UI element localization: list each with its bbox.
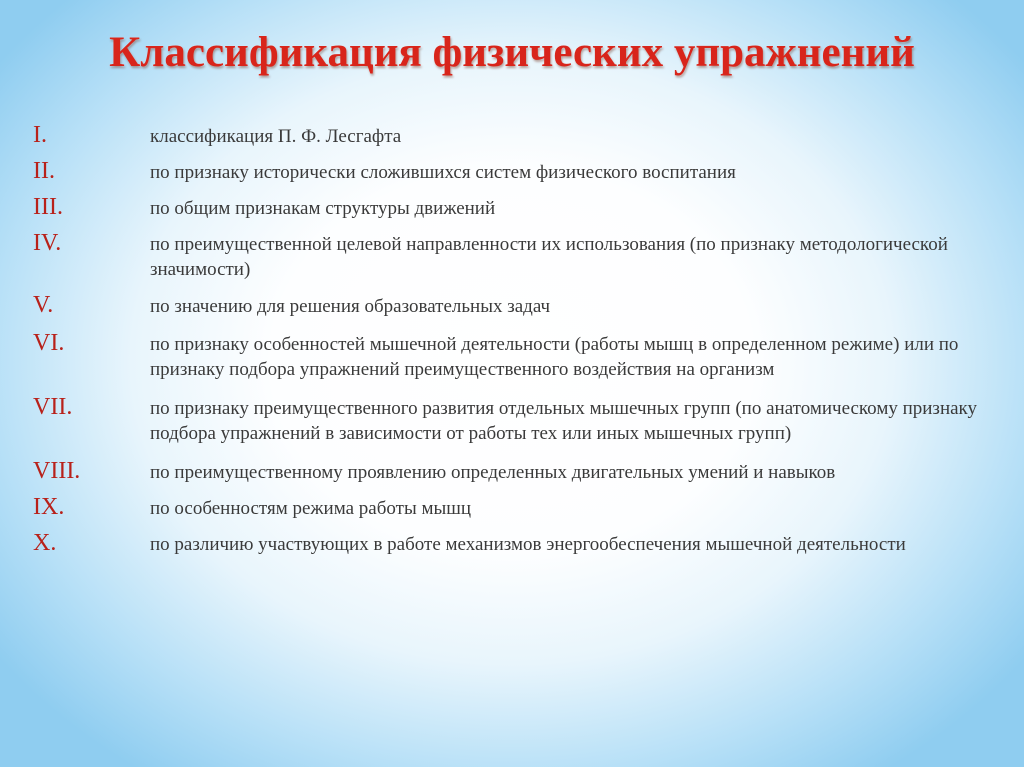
list-item bbox=[33, 156, 993, 186]
item-numeral: II. bbox=[33, 158, 55, 184]
list-item bbox=[33, 192, 993, 222]
list-item bbox=[33, 328, 993, 382]
item-text: по признаку исторически сложившихся систем физического воспитания bbox=[150, 162, 736, 183]
item-text: по особенностям режима работы мышц bbox=[150, 498, 472, 519]
item-text: по признаку особенностей мышечной деятельности (работы мышц в определенном режиме) или по признаку подбора упражнений преимущественного воздействия на организм bbox=[150, 334, 959, 380]
classification-list bbox=[33, 120, 993, 558]
list-item bbox=[33, 392, 993, 446]
list-item bbox=[33, 228, 993, 282]
item-numeral: X. bbox=[33, 530, 57, 556]
item-numeral: I. bbox=[33, 122, 47, 148]
item-numeral: IV. bbox=[33, 230, 62, 256]
list-item bbox=[33, 456, 993, 486]
item-text: классификация П. Ф. Лесгафта bbox=[150, 126, 402, 147]
item-numeral: III. bbox=[33, 194, 63, 220]
item-text: по значению для решения образовательных задач bbox=[150, 296, 551, 317]
item-text: по преимущественной целевой направленности их использования (по признаку методологической значимости) bbox=[150, 234, 948, 280]
list-item bbox=[33, 492, 993, 522]
slide-title: Классификация физических упражнений bbox=[109, 29, 915, 76]
list-item bbox=[33, 120, 993, 150]
item-text: по признаку преимущественного развития отдельных мышечных групп (по анатомическому признаку подбора упражнений в зависимости от работы тех или иных мышечных групп) bbox=[150, 398, 978, 444]
item-text: по различию участвующих в работе механизмов энергообеспечения мышечной деятельности bbox=[150, 534, 906, 555]
item-numeral: VI. bbox=[33, 330, 65, 356]
item-numeral: VIII. bbox=[33, 458, 81, 484]
item-text: по преимущественному проявлению определенных двигательных умений и навыков bbox=[150, 462, 836, 483]
list-item bbox=[33, 528, 993, 558]
item-text: по общим признакам структуры движений bbox=[150, 198, 496, 219]
item-numeral: VII. bbox=[33, 394, 73, 420]
item-numeral: V. bbox=[33, 292, 54, 318]
item-numeral: IX. bbox=[33, 494, 65, 520]
list-item bbox=[33, 290, 993, 320]
